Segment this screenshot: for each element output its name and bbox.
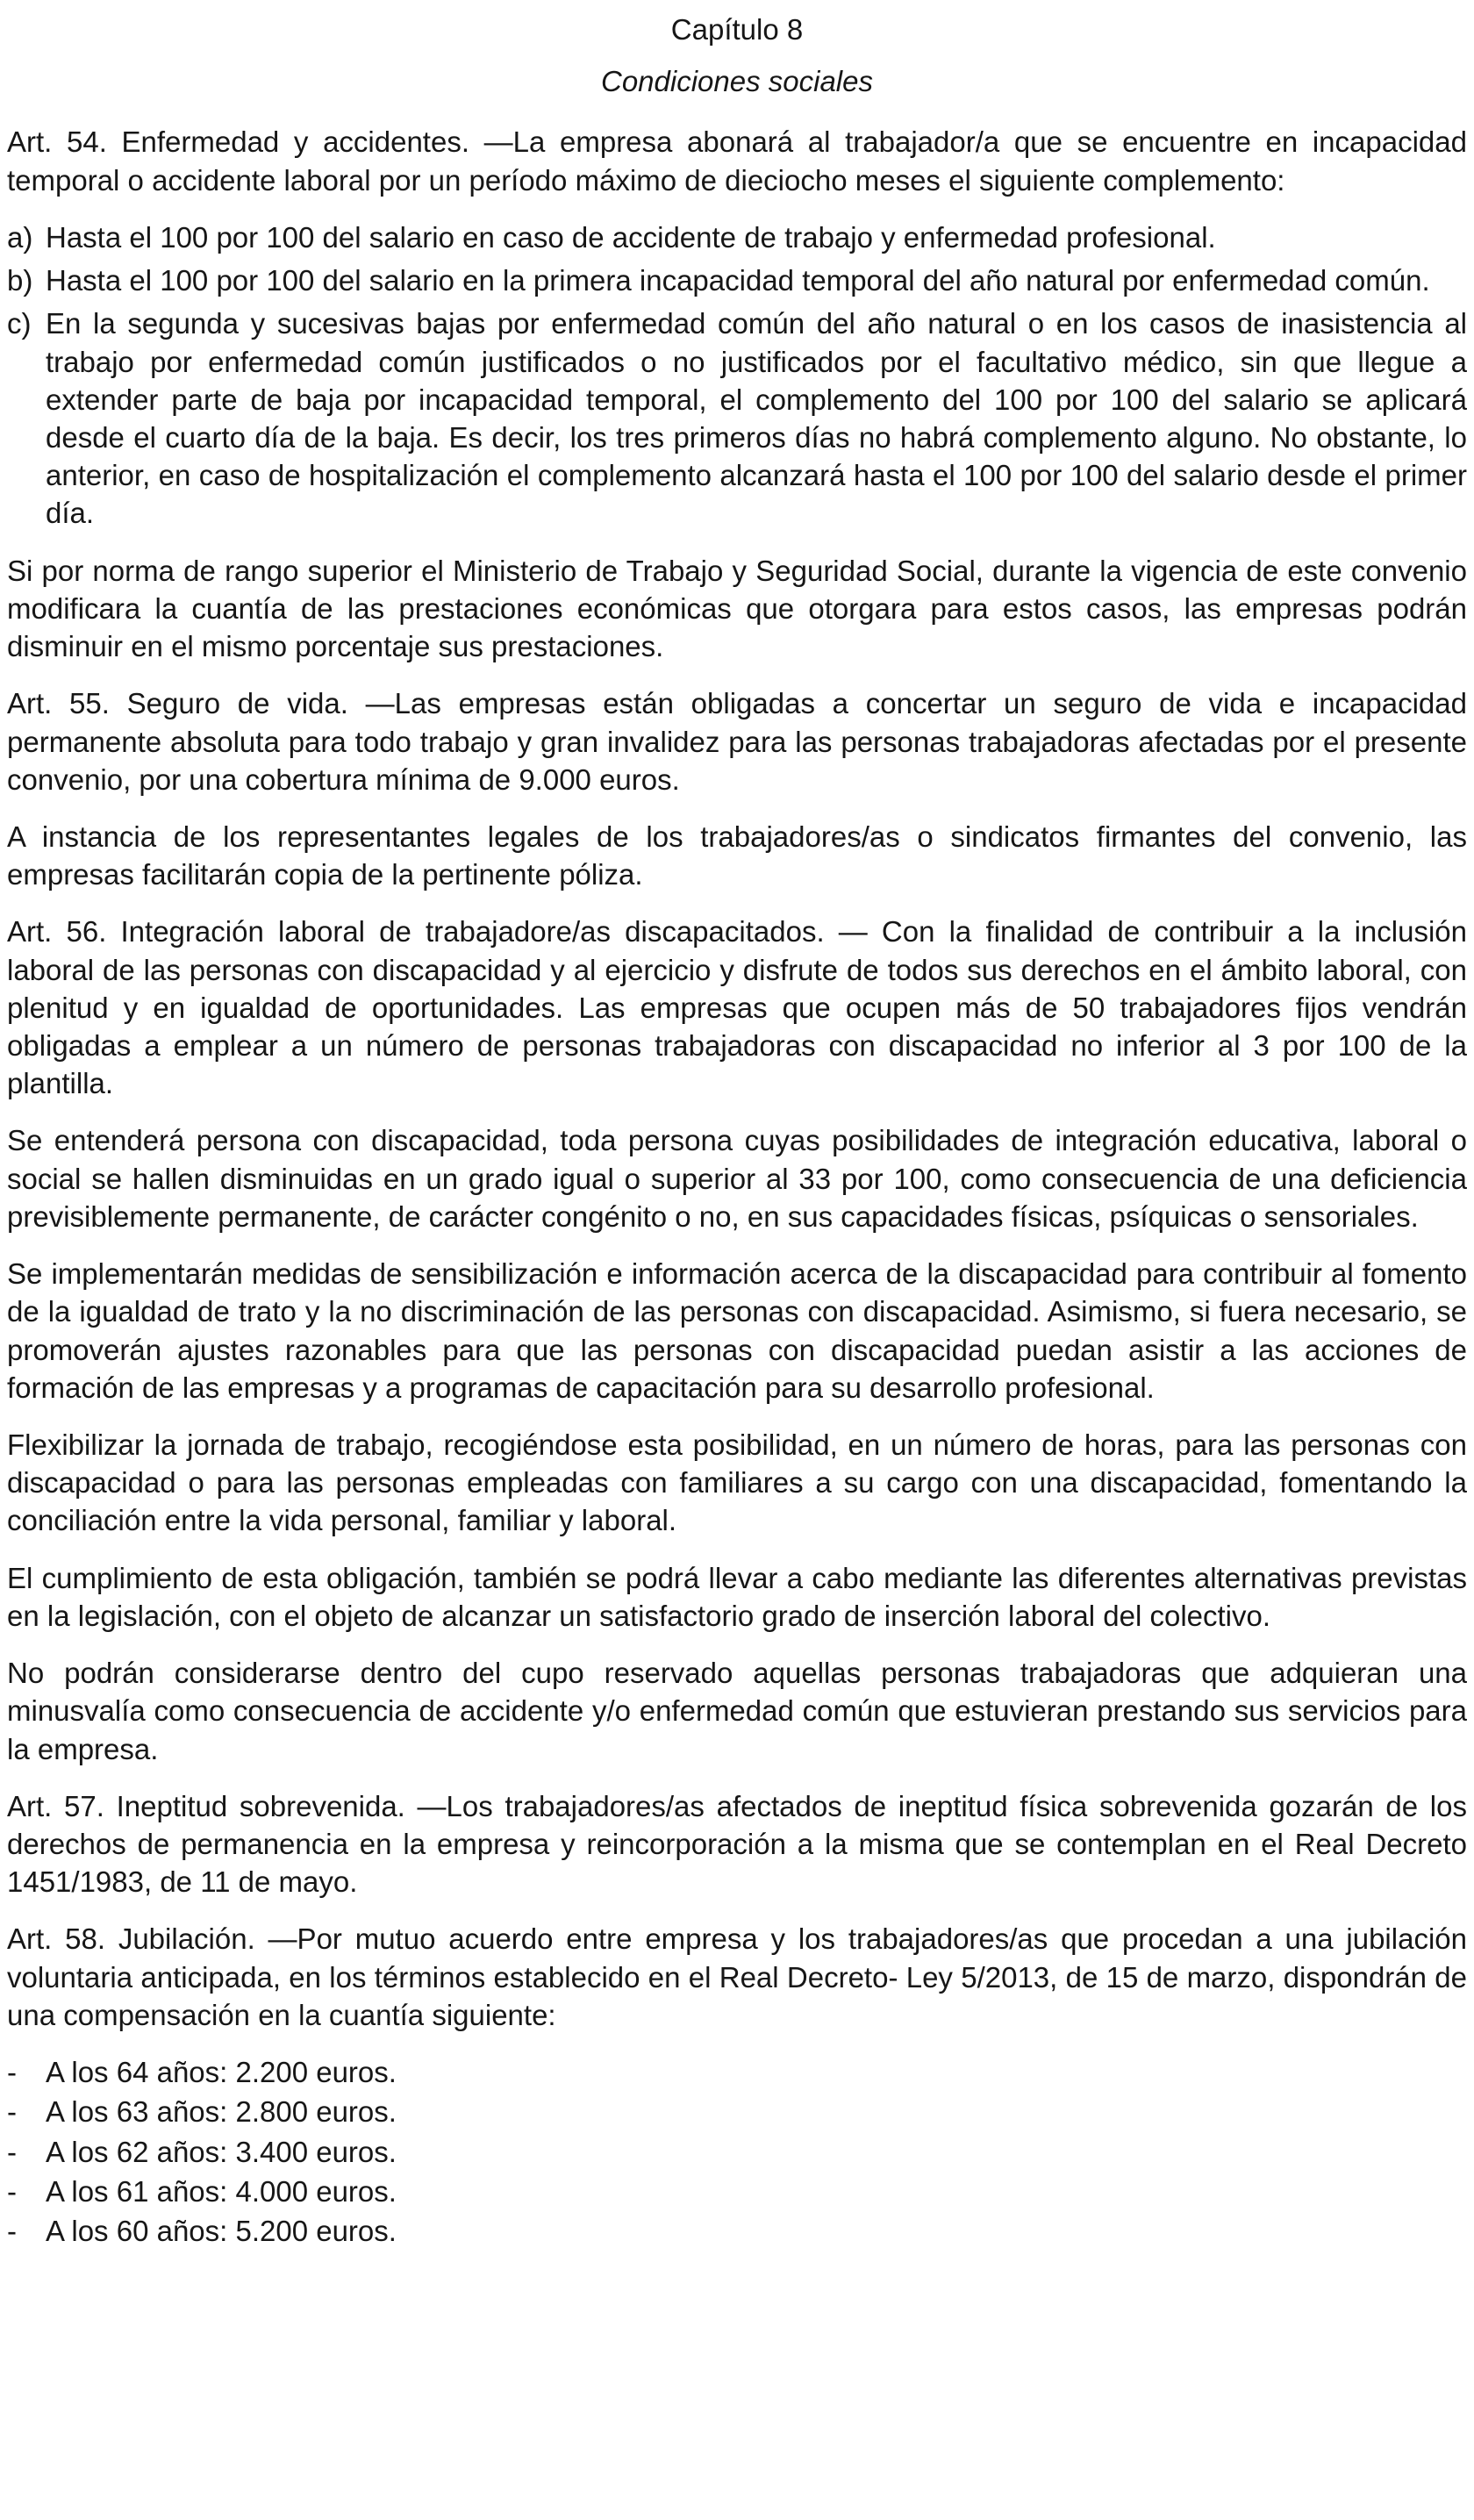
list-item-text: A los 64 años: 2.200 euros. <box>46 2056 397 2089</box>
paragraph-art56-p5: El cumplimiento de esta obligación, también se podrá llevar a cabo mediante las diferentes alternativas previstas en la legislación, con el objeto de alcanzar un satisfactorio grado de inserción laboral del colectivo. <box>7 1561 1467 1632</box>
list-item-a <box>7 218 1467 256</box>
list-item-text: En la segunda y sucesivas bajas por enfermedad común del año natural o en los casos de inasistencia al trabajo por enfermedad común justificados o no justificados por el facultativo médico, sin que llegue a extender parte de baja por incapacidad temporal, el complemento del 100 por 100 del salario se aplicará desde el cuarto día de la baja. Es decir, los tres primeros días no habrá complemento alguno. No obstante, lo anterior, en caso de hospitalización el complemento alcanzará hasta el 100 por 100 del salario desde el primer día. <box>46 307 1467 530</box>
dash-marker: - <box>7 2095 17 2129</box>
list-marker-b: b) <box>7 264 33 297</box>
paragraph-art56-p4: Flexibilizar la jornada de trabajo, recogiéndose esta posibilidad, en un número de horas, para las personas con discapacidad o para las personas empleadas con familiares a su cargo con una discapacidad, fomentando la conciliación entre la vida personal, familiar y laboral. <box>7 1428 1467 1537</box>
list-marker-a: a) <box>7 220 33 254</box>
paragraph-art56-p2: Se entenderá persona con discapacidad, toda persona cuyas posibilidades de integración educativa, laboral o social se hallen disminuidas en un grado igual o superior al 33 por 100, como consecuencia de una deficiencia previsiblemente permanente, de carácter congénito o no, en sus capacidades físicas, psíquicas o sensoriales. <box>7 1124 1467 1233</box>
dash-marker: - <box>7 2214 17 2247</box>
list-item-text: A los 63 años: 2.800 euros. <box>46 2095 397 2129</box>
list-item-b <box>7 261 1467 299</box>
paragraph-art54-intro: Art. 54. Enfermedad y accidentes. —La empresa abonará al trabajador/a que se encuentre en incapacidad temporal o accidente laboral por un período máximo de dieciocho meses el siguiente complemento: <box>7 125 1467 197</box>
list-item-text: Hasta el 100 por 100 del salario en caso de accidente de trabajo y enfermedad profesional. <box>46 220 1216 254</box>
dash-marker: - <box>7 2056 17 2089</box>
list-item-text: A los 60 años: 5.200 euros. <box>46 2214 397 2247</box>
paragraph-art57: Art. 57. Ineptitud sobrevenida. —Los trabajadores/as afectados de ineptitud física sobrevenida gozarán de los derechos de permanencia en la empresa y reincorporación a la misma que se contemplan en el Real Decreto 1451/1983, de 11 de mayo. <box>7 1789 1467 1899</box>
list-item-62 <box>7 2133 1467 2171</box>
paragraph-art56-intro: Art. 56. Integración laboral de trabajadore/as discapacitados. — Con la finalidad de contribuir a la inclusión laboral de las personas con discapacidad y al ejercicio y disfrute de todos sus derechos en el ámbito laboral, con plenitud y en igualdad de oportunidades. Las empresas que ocupen más de 50 trabajadores fijos vendrán obligadas a emplear a un número de personas trabajadoras con discapacidad no inferior al 3 por 100 de la plantilla. <box>7 915 1467 1100</box>
chapter-title: Capítulo 8 <box>670 13 804 46</box>
paragraph-art58-intro: Art. 58. Jubilación. —Por mutuo acuerdo entre empresa y los trabajadores/as que procedan a una jubilación voluntaria anticipada, en los términos establecido en el Real Decreto- Ley 5/2013, de 15 de marzo, dispondrán de una compensación en la cuantía siguiente: <box>7 1922 1467 2031</box>
paragraph-art54-closing: Si por norma de rango superior el Ministerio de Trabajo y Seguridad Social, durante la vigencia de este convenio modificara la cuantía de las prestaciones económicas que otorgara para estos casos, las empresas podrán disminuir en el mismo porcentaje sus prestaciones. <box>7 554 1467 663</box>
list-item-c <box>7 304 1467 532</box>
dash-marker: - <box>7 2135 17 2168</box>
list-item-text: A los 61 años: 4.000 euros. <box>46 2174 397 2208</box>
art54-lettered-list <box>7 218 1467 533</box>
paragraph-art56-p3: Se implementarán medidas de sensibilización e información acerca de la discapacidad para contribuir al fomento de la igualdad de trato y la no discriminación de las personas con discapacidad. Asimismo, si fuera necesario, se promoverán ajustes razonables para que las personas con discapacidad puedan asistir a las acciones de formación de las empresas y a programas de capacitación para su desarrollo profesional. <box>7 1257 1467 1404</box>
chapter-subtitle: Condiciones sociales <box>600 65 873 98</box>
list-item-61 <box>7 2173 1467 2210</box>
dash-marker: - <box>7 2174 17 2208</box>
list-item-text: Hasta el 100 por 100 del salario en la primera incapacidad temporal del año natural por enfermedad común. <box>46 264 1430 297</box>
art58-dash-list <box>7 2053 1467 2250</box>
list-item-text: A los 62 años: 3.400 euros. <box>46 2135 397 2168</box>
list-item-63 <box>7 2093 1467 2130</box>
paragraph-art55-intro: Art. 55. Seguro de vida. —Las empresas están obligadas a concertar un seguro de vida e incapacidad permanente absoluta para todo trabajo y gran invalidez para las personas trabajadoras afectadas por el presente convenio, por una cobertura mínima de 9.000 euros. <box>7 687 1467 796</box>
paragraph-art56-p6: No podrán considerarse dentro del cupo reservado aquellas personas trabajadoras que adquieran una minusvalía como consecuencia de accidente y/o enfermedad común que estuvieran prestando sus servicios para la empresa. <box>7 1657 1467 1765</box>
list-item-60 <box>7 2212 1467 2250</box>
list-item-64 <box>7 2053 1467 2091</box>
paragraph-art55-p2: A instancia de los representantes legales de los trabajadores/as o sindicatos firmantes del convenio, las empresas facilitarán copia de la pertinente póliza. <box>7 820 1467 891</box>
list-marker-c: c) <box>7 307 32 340</box>
